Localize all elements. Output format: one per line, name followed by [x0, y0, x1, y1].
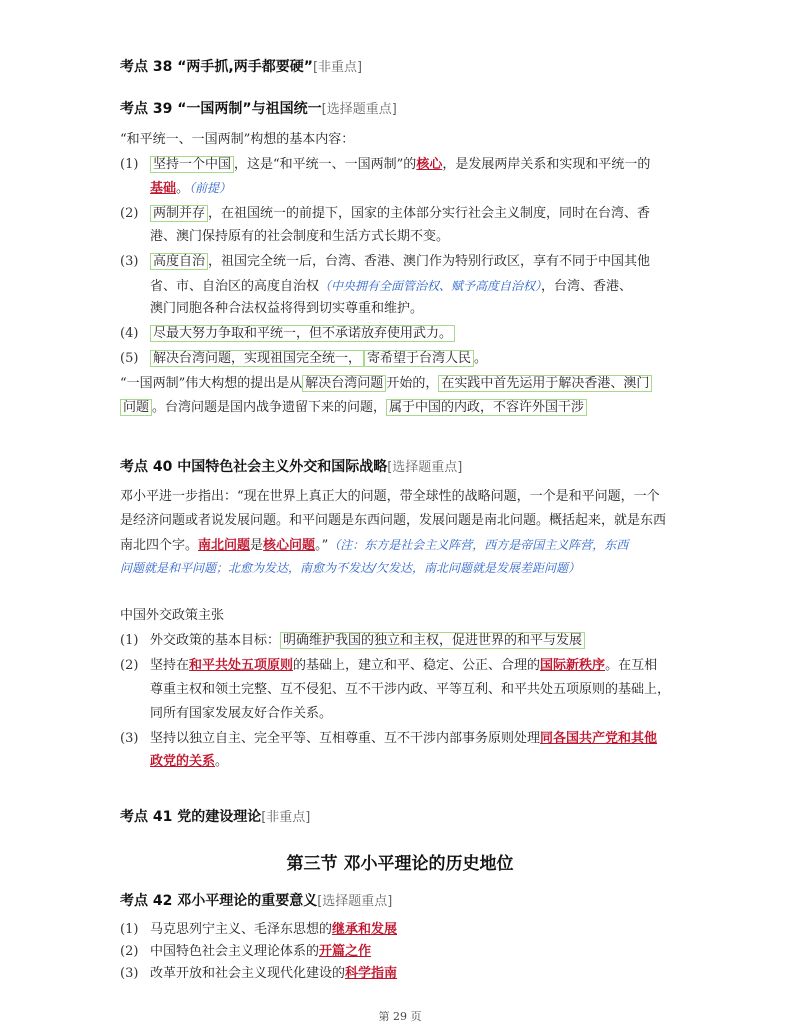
k42-num-3: (3) [120, 966, 139, 981]
text-run: ，是发展两岸关系和实现和平统一的 [442, 157, 651, 172]
annotation-note: （注：东方是社会主义阵营，西方是帝国主义阵营，东西 [328, 538, 629, 552]
text-run: 。在互相 [605, 658, 658, 673]
keyword: 政党的关系 [150, 754, 216, 769]
annotation-note: （前提） [189, 181, 232, 195]
text-run: 开始的， [386, 376, 439, 391]
highlight-box: 尽最大努力争取和平统一，但不承诺放弃使用武力。 [150, 325, 455, 342]
heading-k38-tag: [非重点] [312, 60, 363, 75]
k39-num-4: (4) [120, 326, 139, 341]
highlight-box: 两制并存 [150, 205, 208, 222]
highlight-box: 在实践中首先运用于解决香港、澳门 [438, 375, 652, 392]
text-run: ，台湾、香港、 [541, 279, 633, 294]
k40-num-3: (3) [120, 731, 139, 746]
k39-item-2 [150, 204, 650, 224]
text-run: 。 [215, 754, 229, 769]
heading-k41-tag: [非重点] [261, 810, 311, 825]
keyword: 同各国共产党和其他 [540, 731, 658, 746]
k40-policy-heading: 中国外交政策主张 [120, 608, 225, 623]
annotation-note: （中央拥有全面管治权、赋予高度自治权） [319, 279, 542, 293]
highlight-box: 解决台湾问题 [302, 375, 386, 392]
keyword: 国际新秩序 [540, 658, 606, 673]
text-run: “一国两制”伟大构想的提出是从 [120, 376, 303, 391]
text-run: 坚持在 [150, 658, 190, 673]
k40-policy-1 [150, 631, 585, 651]
k42-num-1: (1) [120, 922, 139, 937]
section-title: 第三节 邓小平理论的历史地位 [286, 854, 514, 874]
highlight-box: 问题 [120, 399, 152, 416]
text-run: 是 [250, 538, 264, 553]
k40-policy-2-cont2: 同所有国家发展友好合作关系。 [150, 706, 333, 721]
k39-num-1: (1) [120, 157, 139, 172]
k39-intro: “和平统一、一国两制”构想的基本内容： [120, 132, 355, 147]
heading-k39 [120, 98, 397, 118]
k39-item-3-cont2: 澳门同胞各种合法权益将得到切实尊重和维护。 [150, 301, 424, 316]
k40-policy-3 [150, 729, 657, 749]
k39-item-2-cont: 港、澳门保持原有的社会制度和生活方式长期不变。 [150, 229, 450, 244]
keyword: 核心 [416, 157, 443, 172]
k39-item-1-cont [150, 178, 231, 199]
k39-item-4 [150, 324, 455, 344]
highlight-box: 坚持一个中国 [150, 156, 234, 173]
heading-k38-title: 考点 38 “两手抓,两手都要硬” [120, 59, 313, 75]
text-run: 坚持以独立自主、完全平等、互相尊重、互不干涉内部事务原则处理 [150, 731, 541, 746]
k39-num-2: (2) [120, 206, 139, 221]
heading-k40 [120, 456, 462, 476]
k39-item-5 [150, 349, 487, 369]
heading-k40-tag: [选择题重点] [387, 460, 463, 475]
k40-para-line3 [120, 535, 628, 556]
text-run: 南北四个字。 [120, 538, 199, 553]
heading-k42 [120, 890, 392, 910]
k40-para-line4 [120, 558, 580, 579]
text-run: 改革开放和社会主义现代化建设的 [150, 966, 346, 981]
k42-item-1 [150, 920, 397, 940]
k42-item-3 [150, 964, 397, 984]
k39-item-3-cont [150, 276, 632, 297]
annotation-note: 问题就是和平问题；北愈为发达，南愈为不发达/欠发达，南北问题就是发展差距问题） [120, 561, 581, 575]
k40-para-line2: 是经济问题或者说发展问题。和平问题是东西问题，发展问题是南北问题。概括起来，就是东西 [120, 513, 667, 528]
k42-item-2 [150, 942, 371, 962]
k40-policy-2 [150, 656, 657, 676]
k39-para-line1 [120, 374, 652, 394]
text-run: ，这是“和平统一、一国两制”的 [234, 157, 417, 172]
keyword: 继承和发展 [332, 922, 398, 937]
highlight-box: 明确维护我国的独立和主权，促进世界的和平与发展 [280, 632, 585, 649]
text-run: 的基础上，建立和平、稳定、公正、合理的 [293, 658, 541, 673]
k39-item-3 [150, 252, 650, 272]
text-run: 省、市、自治区的高度自治权 [150, 279, 320, 294]
k40-num-1: (1) [120, 633, 139, 648]
keyword: 基础 [150, 181, 177, 196]
keyword: 和平共处五项原则 [189, 658, 294, 673]
k40-policy-3-cont [150, 752, 228, 772]
k40-para-line1: 邓小平进一步指出：“现在世界上真正大的问题，带全球性的战略问题，一个是和平问题，一个 [120, 489, 660, 504]
highlight-box: 寄希望于台湾人民 [364, 350, 474, 367]
heading-k38 [120, 56, 362, 76]
k39-num-3: (3) [120, 254, 139, 269]
highlight-box: 解决台湾问题，实现祖国完全统一， [150, 350, 364, 367]
heading-k41-title: 考点 41 党的建设理论 [120, 809, 262, 825]
keyword: 开篇之作 [319, 944, 372, 959]
highlight-box: 属于中国的内政，不容许外国干涉 [386, 399, 587, 416]
k40-policy-2-cont: 尊重主权和领土完整、互不侵犯、互不干涉内政、平等互利、和平共处五项原则的基础上， [150, 682, 671, 697]
k39-para-line2 [120, 398, 587, 418]
highlight-box: 高度自治 [150, 253, 208, 270]
heading-k39-tag: [选择题重点] [321, 102, 397, 117]
text-run: 外交政策的基本目标： [150, 633, 281, 648]
text-run: 。台湾问题是国内战争遗留下来的问题， [152, 400, 387, 415]
text-run: 。 [176, 181, 190, 196]
k39-item-1 [150, 155, 650, 175]
keyword: 南北问题 [198, 538, 251, 553]
k40-num-2: (2) [120, 658, 139, 673]
heading-k39-title: 考点 39 “一国两制”与祖国统一 [120, 101, 322, 117]
keyword: 科学指南 [345, 966, 398, 981]
keyword: 核心问题 [263, 538, 316, 553]
heading-k42-tag: [选择题重点] [317, 894, 393, 909]
heading-k41 [120, 806, 310, 826]
k39-num-5: (5) [120, 351, 139, 366]
page-number: 第 29 页 [378, 1010, 422, 1023]
text-run: ，祖国完全统一后，台湾、香港、澳门作为特别行政区，享有不同于中国其他 [208, 254, 651, 269]
text-run: 马克思列宁主义、毛泽东思想的 [150, 922, 333, 937]
heading-k42-title: 考点 42 邓小平理论的重要意义 [120, 893, 318, 909]
text-run: 。” [315, 538, 329, 553]
text-run: 。 [474, 351, 488, 366]
heading-k40-title: 考点 40 中国特色社会主义外交和国际战略 [120, 459, 388, 475]
text-run: ，在祖国统一的前提下，国家的主体部分实行社会主义制度，同时在台湾、香 [208, 206, 651, 221]
k42-num-2: (2) [120, 944, 139, 959]
text-run: 中国特色社会主义理论体系的 [150, 944, 320, 959]
